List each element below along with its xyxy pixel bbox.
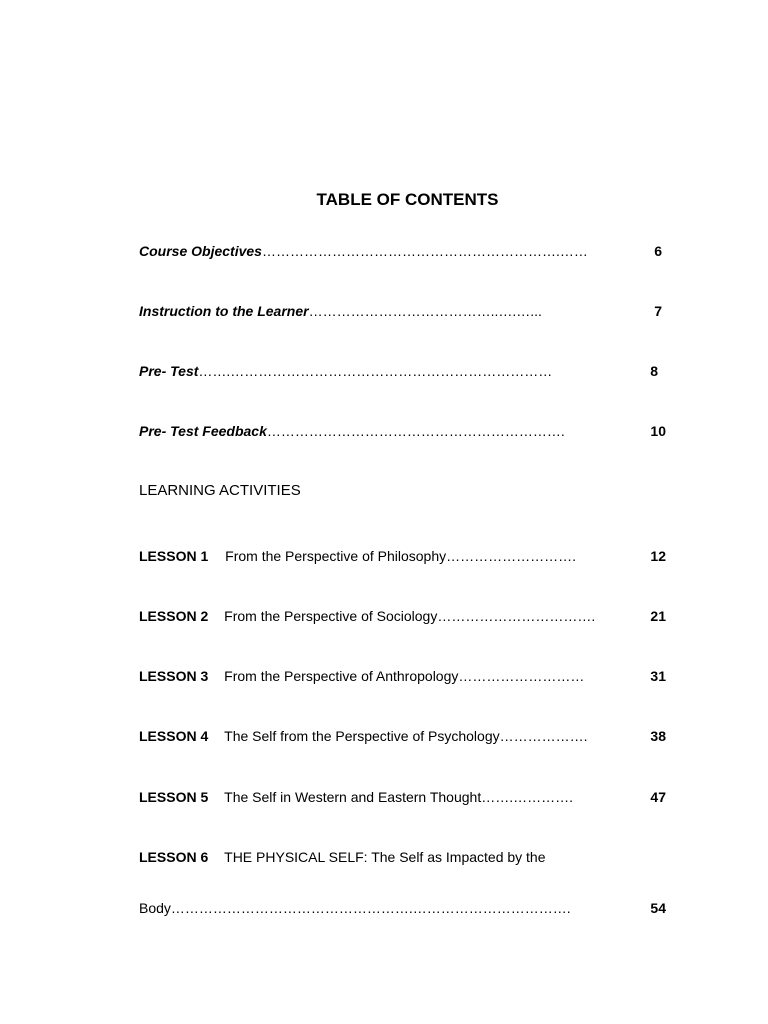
toc-entry-course-objectives: [139, 241, 588, 261]
dot-leader: ……………………………………………………….: [266, 423, 565, 439]
entry-label: Course Objectives: [139, 243, 262, 259]
page-number: 54: [650, 900, 666, 916]
dot-leader: ……………….: [499, 728, 588, 744]
dot-leader: …………………………………………….…………………………….: [170, 900, 571, 916]
page-number: 38: [650, 728, 666, 744]
dot-leader: …………………………….: [437, 608, 596, 624]
entry-label: Pre- Test: [139, 363, 199, 379]
toc-lesson-1: [139, 546, 576, 566]
lesson-label: LESSON 5: [139, 789, 209, 805]
lesson-title: From the Perspective of Sociology: [224, 608, 438, 624]
dot-leader: …………………………………..….…...: [308, 303, 542, 319]
dot-leader: …….……………………………………………………………: [198, 363, 553, 379]
toc-lesson-4: [139, 726, 588, 746]
toc-lesson-3: [139, 666, 584, 686]
lesson-label: LESSON 6: [139, 849, 209, 865]
page-number: 8: [650, 363, 658, 379]
toc-entry-pre-test-feedback: [139, 421, 565, 441]
dot-leader: ………………………: [458, 668, 585, 684]
section-heading: LEARNING ACTIVITIES: [139, 482, 301, 499]
page-number: 21: [650, 608, 666, 624]
page-number: 7: [654, 303, 662, 319]
lesson-label: LESSON 2: [139, 608, 209, 624]
toc-lesson-5: [139, 787, 573, 807]
lesson-title: From the Perspective of Philosophy: [225, 548, 447, 564]
dot-leader: ……………………………………………………….……: [261, 243, 588, 259]
page-number: 10: [650, 423, 666, 439]
page-number: 47: [650, 789, 666, 805]
toc-entry-pre-test: [139, 361, 552, 381]
lesson-title: From the Perspective of Anthropology: [224, 668, 459, 684]
toc-lesson-6: [139, 847, 546, 867]
page-number: 12: [650, 548, 666, 564]
page-number: 6: [654, 243, 662, 259]
toc-lesson-2: [139, 606, 595, 626]
entry-label: Instruction to the Learner: [139, 303, 309, 319]
lesson-label: LESSON 1: [139, 548, 209, 564]
page-title: TABLE OF CONTENTS: [316, 190, 499, 209]
lesson-title-continued: Body: [139, 900, 171, 916]
lesson-title: The Self in Western and Eastern Thought: [224, 789, 482, 805]
lesson-label: LESSON 4: [139, 728, 209, 744]
toc-entry-instruction: [139, 301, 542, 321]
lesson-label: LESSON 3: [139, 668, 209, 684]
lesson-title: The Self from the Perspective of Psychology: [224, 728, 500, 744]
lesson-title: THE PHYSICAL SELF: The Self as Impacted by the: [224, 849, 546, 865]
toc-lesson-6-continuation: [139, 898, 571, 918]
dot-leader: …….………….: [481, 789, 574, 805]
page-number: 31: [650, 668, 666, 684]
entry-label: Pre- Test Feedback: [139, 423, 267, 439]
dot-leader: ……………………….: [446, 548, 577, 564]
